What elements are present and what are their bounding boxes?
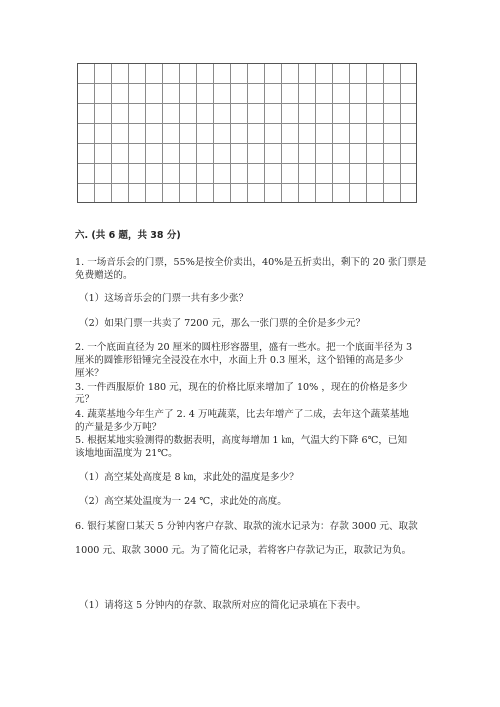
section-heading: 六. (共 6 题，共 38 分) — [75, 230, 181, 241]
q5-line2: 该地地面温度为 21℃。 — [75, 448, 178, 459]
q1-line2: 免费赠送的。 — [75, 270, 133, 281]
q6-line2: 1000 元、取款 3000 元。为了简化记录，若将客户存款记为正，取款记为负。 — [75, 545, 412, 556]
q2-line3: 厘米？ — [75, 368, 104, 379]
q1-sub2: （2）如果门票一共卖了 7200 元，那么一张门票的全价是多少元？ — [79, 318, 366, 329]
q3-line2: 元？ — [75, 394, 95, 405]
q1-sub1: （1）这场音乐会的门票一共有多少张？ — [79, 293, 249, 304]
q1-line1: 1. 一场音乐会的门票，55%是按全价卖出，40%是五折卖出，剩下的 20 张门票是 — [75, 257, 427, 268]
answer-grid — [77, 63, 417, 203]
q4-line2: 的产量是多少万吨？ — [75, 422, 162, 433]
q2-line2: 厘米的圆锥形铅锤完全浸没在水中，水面上升 0.3 厘米，这个铅锤的高是多少 — [75, 355, 404, 366]
q5-line1: 5. 根据某地实验测得的数据表明，高度每增加 1 ㎞，气温大约下降 6℃，已知 — [75, 435, 408, 446]
q5-sub1: （1）高空某处高度是 8 ㎞，求此处的温度是多少？ — [79, 472, 299, 483]
q4-line1: 4. 蔬菜基地今年生产了 2. 4 万吨蔬菜，比去年增产了二成，去年这个蔬菜基地 — [75, 409, 410, 420]
q3-line1: 3. 一件西服原价 180 元，现在的价格比原来增加了 10% ，现在的价格是多少 — [75, 382, 408, 393]
q6-line1: 6. 银行某窗口某天 5 分钟内客户存款、取款的流水记录为：存款 3000 元、取款 — [75, 521, 418, 532]
q5-sub2: （2）高空某处温度为一 24 ℃，求此处的高度。 — [79, 496, 287, 507]
q2-line1: 2. 一个底面直径为 20 厘米的圆柱形容器里，盛有一些水。把一个底面半径为 3 — [75, 342, 413, 353]
q6-sub1: （1）请将这 5 分钟内的存款、取款所对应的简化记录填在下表中。 — [79, 600, 366, 611]
